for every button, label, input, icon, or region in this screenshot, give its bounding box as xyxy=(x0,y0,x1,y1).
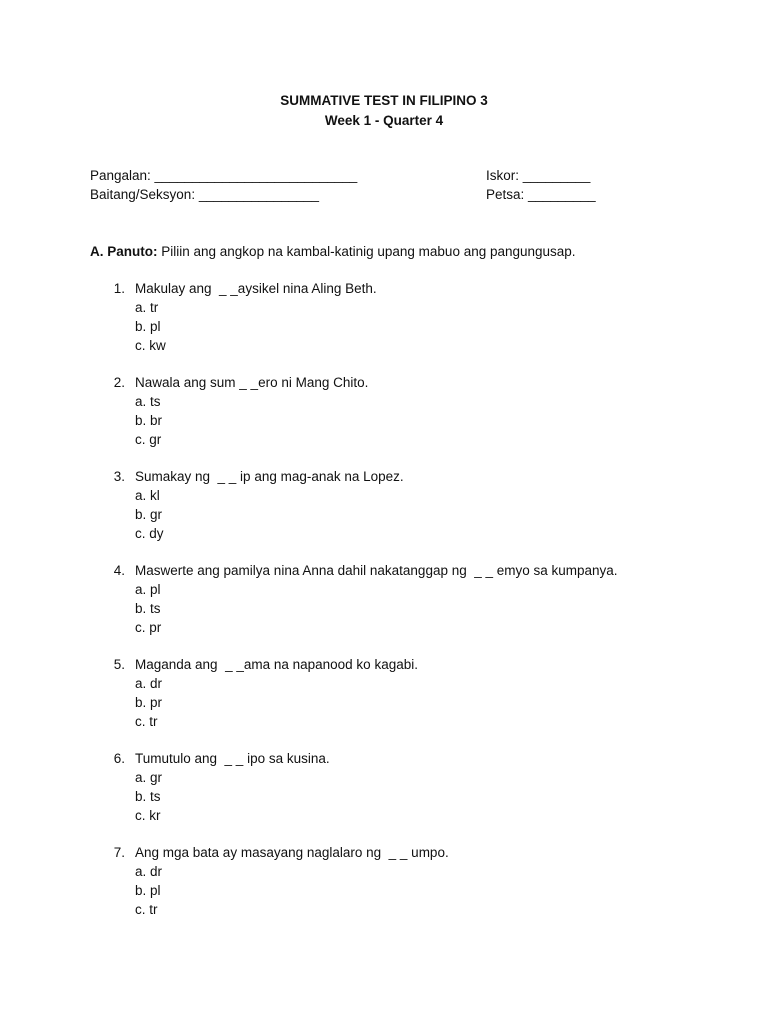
question-item xyxy=(0,657,768,751)
option-c: c. kr xyxy=(135,808,161,823)
option-a: a. gr xyxy=(135,770,163,785)
option-c: c. dy xyxy=(135,526,164,541)
question-stem: Maganda ang _ _ama na napanood ko kagabi. xyxy=(135,657,418,672)
option-b: b. pr xyxy=(135,695,163,710)
question-stem: Ang mga bata ay masayang naglalaro ng _ _ umpo. xyxy=(135,845,449,860)
question-number: 4. xyxy=(113,563,125,578)
question-number: 7. xyxy=(113,845,125,860)
option-c: c. kw xyxy=(135,338,166,353)
score-field: Iskor: _________ xyxy=(486,168,591,183)
option-a: a. dr xyxy=(135,676,163,691)
question-stem: Makulay ang _ _aysikel nina Aling Beth. xyxy=(135,281,377,296)
question-number: 1. xyxy=(113,281,125,296)
test-subtitle: Week 1 - Quarter 4 xyxy=(324,113,444,128)
option-a: a. dr xyxy=(135,864,163,879)
option-c: c. pr xyxy=(135,620,162,635)
option-a: a. tr xyxy=(135,300,159,315)
option-a: a. ts xyxy=(135,394,161,409)
question-item xyxy=(0,845,768,939)
option-b: b. pl xyxy=(135,319,161,334)
option-b: b. br xyxy=(135,413,163,428)
directions-label: A. Panuto: xyxy=(90,244,158,259)
option-c: c. gr xyxy=(135,432,162,447)
question-number: 6. xyxy=(113,751,125,766)
question-list xyxy=(0,281,768,939)
question-number: 2. xyxy=(113,375,125,390)
question-item xyxy=(0,375,768,469)
date-field: Petsa: _________ xyxy=(486,187,596,202)
option-c: c. tr xyxy=(135,902,158,917)
question-stem: Maswerte ang pamilya nina Anna dahil nakatanggap ng _ _ emyo sa kumpanya. xyxy=(135,563,618,578)
question-number: 3. xyxy=(113,469,125,484)
test-title: SUMMATIVE TEST IN FILIPINO 3 xyxy=(280,93,488,108)
question-stem: Sumakay ng _ _ ip ang mag-anak na Lopez. xyxy=(135,469,404,484)
section-field: Baitang/Seksyon: ________________ xyxy=(90,187,319,202)
option-a: a. kl xyxy=(135,488,160,503)
option-b: b. gr xyxy=(135,507,163,522)
question-item xyxy=(0,751,768,845)
option-c: c. tr xyxy=(135,714,158,729)
question-item xyxy=(0,563,768,657)
name-field: Pangalan: ___________________________ xyxy=(90,168,358,183)
question-number: 5. xyxy=(113,657,125,672)
question-item xyxy=(0,281,768,375)
directions-text: Piliin ang angkop na kambal-katinig upang mabuo ang pangungusap. xyxy=(157,244,576,259)
question-item xyxy=(0,469,768,563)
option-b: b. ts xyxy=(135,789,161,804)
question-stem: Tumutulo ang _ _ ipo sa kusina. xyxy=(135,751,330,766)
option-b: b. pl xyxy=(135,883,161,898)
question-stem: Nawala ang sum _ _ero ni Mang Chito. xyxy=(135,375,369,390)
option-b: b. ts xyxy=(135,601,161,616)
option-a: a. pl xyxy=(135,582,161,597)
directions xyxy=(90,244,576,259)
